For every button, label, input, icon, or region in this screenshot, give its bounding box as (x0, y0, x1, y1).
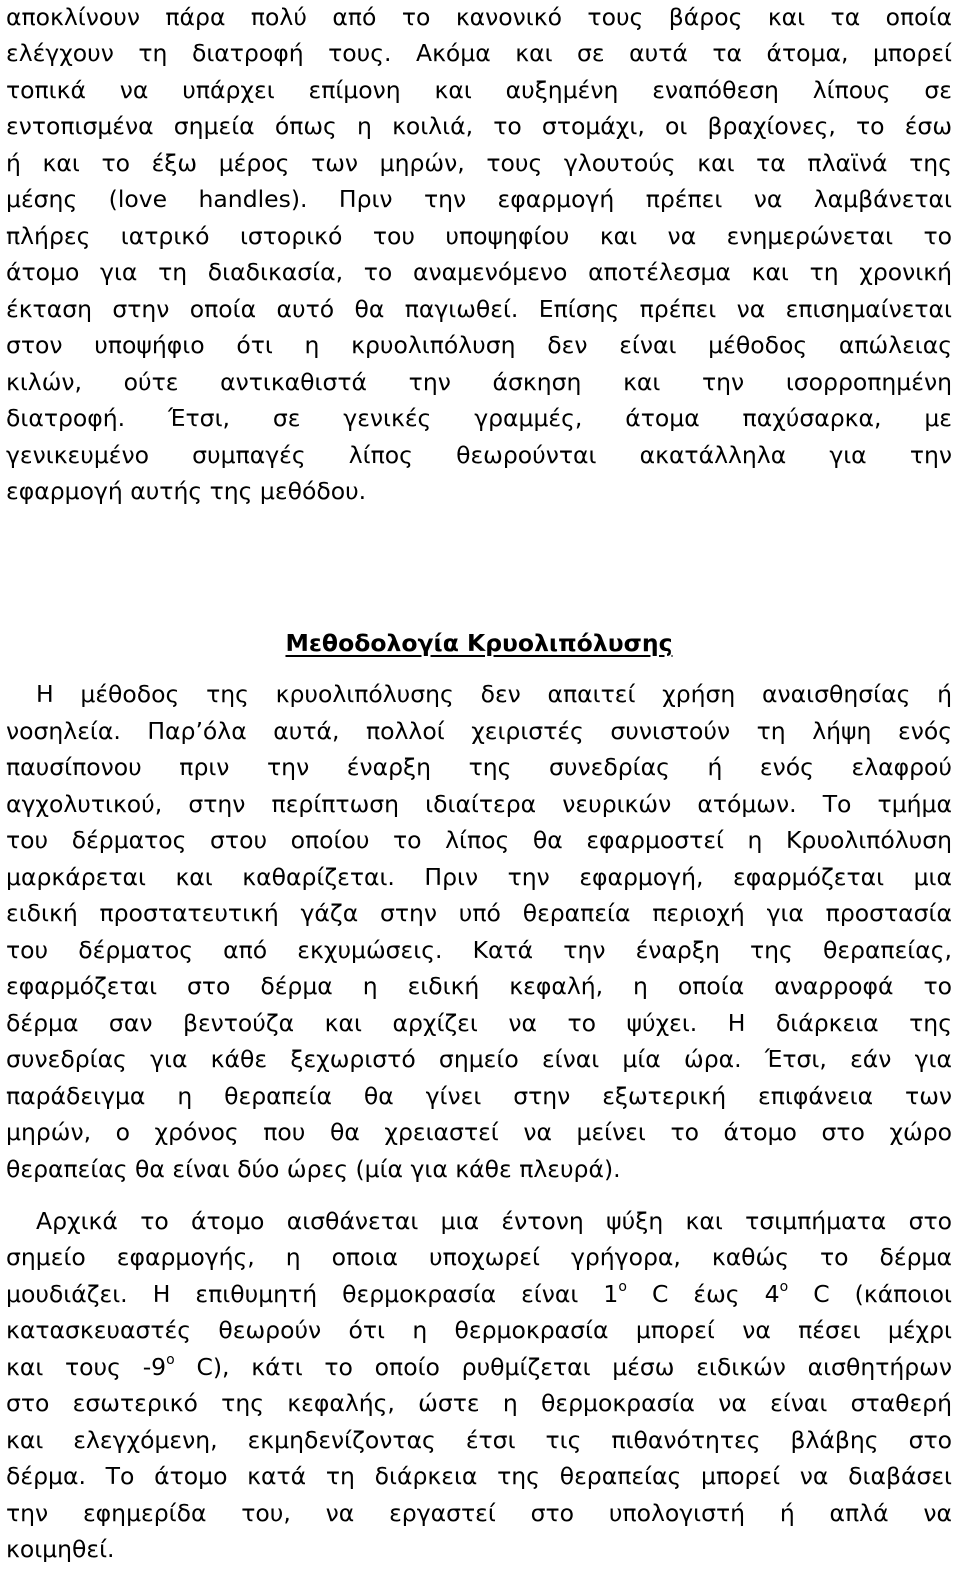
paragraph-line: του δέρματος από εκχυμώσεις. Κατά την έναρξη της θεραπείας, (6, 936, 952, 964)
paragraph-line: άτομο για τη διαδικασία, το αναμενόμενο αποτέλεσμα και τη χρονική (6, 258, 952, 286)
paragraph-line: Αρχικά το άτομο αισθάνεται μια έντονη ψύξη και τσιμπήματα στο (36, 1207, 952, 1235)
paragraph-line: σημείο εφαρμογής, η οποια υποχωρεί γρήγορα, καθώς το δέρμα (6, 1243, 952, 1271)
text-span: μουδιάζει. Η επιθυμητή θερμοκρασία είναι 1 (6, 1280, 619, 1308)
paragraph-line: έκταση στην οποία αυτό θα παγιωθεί. Επίσης πρέπει να επισημαίνεται (6, 295, 952, 323)
text-span: C), κάτι το οποίο ρυθμίζεται μέσω ειδικών αισθητήρων (174, 1353, 952, 1381)
paragraph-line: μηρών, ο χρόνος που θα χρειαστεί να μείνει το άτομο στο χώρο (6, 1118, 952, 1146)
paragraph-line: κατασκευαστές θεωρούν ότι η θερμοκρασία μπορεί να πέσει μέχρι (6, 1316, 952, 1344)
degree-superscript: o (618, 1279, 627, 1295)
paragraph-line: ελέγχουν τη διατροφή τους. Ακόμα και σε αυτά τα άτομα, μπορεί (6, 39, 952, 67)
paragraph-line: γενικευμένο συμπαγές λίπος θεωρούνται ακατάλληλα για την (6, 441, 952, 469)
text-span: και τους -9 (6, 1353, 167, 1381)
paragraph-line: στο εσωτερικό της κεφαλής, ώστε η θερμοκρασία να είναι σταθερή (6, 1389, 952, 1417)
paragraph-line: δέρμα σαν βεντούζα και αρχίζει να το ψύχει. Η διάρκεια της (6, 1009, 952, 1037)
paragraph-line: εντοπισμένα σημεία όπως η κοιλιά, το στομάχι, οι βραχίονες, το έσω (6, 112, 952, 140)
paragraph-line: παυσίπονου πριν την έναρξη της συνεδρίας ή ενός ελαφρού (6, 753, 952, 781)
degree-superscript: o (166, 1352, 175, 1368)
paragraph-line: και ελεγχόμενη, εκμηδενίζοντας έτσι τις πιθανότητες βλάβης στο (6, 1426, 952, 1454)
paragraph-line (6, 1350, 952, 1384)
paragraph-line: Η μέθοδος της κρυολιπόλυσης δεν απαιτεί χρήση αναισθησίας ή (36, 680, 952, 708)
paragraph-line: αγχολυτικού, στην περίπτωση ιδιαίτερα νευρικών ατόμων. Το τμήμα (6, 790, 952, 818)
paragraph-line: θεραπείας θα είναι δύο ώρες (μία για κάθε πλευρά). (6, 1155, 621, 1183)
paragraph-line: στον υποψήφιο ότι η κρυολιπόλυση δεν είναι μέθοδος απώλειας (6, 331, 952, 359)
text-span: C έως 4 (626, 1280, 780, 1308)
paragraph-line: συνεδρίας για κάθε ξεχωριστό σημείο είναι μία ώρα. Έτσι, εάν για (6, 1045, 952, 1073)
paragraph-line: μέσης (love handles). Πριν την εφαρμογή πρέπει να λαμβάνεται (6, 185, 952, 213)
text-span: C (κάποιοι (788, 1280, 952, 1308)
paragraph-line: αποκλίνουν πάρα πολύ από το κανονικό τους βάρος και τα οποία (6, 3, 952, 31)
section-heading: Μεθοδολογία Κρυολιπόλυσης (285, 629, 673, 657)
paragraph-line: πλήρες ιατρικό ιστορικό του υποψηφίου και να ενημερώνεται το (6, 222, 952, 250)
paragraph-line: εφαρμογή αυτής της μεθόδου. (6, 477, 367, 505)
paragraph-line: τοπικά να υπάρχει επίμονη και αυξημένη εναπόθεση λίπους σε (6, 76, 952, 104)
paragraph-line (6, 1277, 952, 1311)
paragraph-line: μαρκάρεται και καθαρίζεται. Πριν την εφαρμογή, εφαρμόζεται μια (6, 863, 952, 891)
paragraph-line: του δέρματος στου οποίου το λίπος θα εφαρμοστεί η Κρυολιπόλυση (6, 826, 952, 854)
paragraph-line: κοιμηθεί. (6, 1535, 115, 1563)
paragraph-line: ή και το έξω μέρος των μηρών, τους γλουτούς και τα πλαϊνά της (6, 149, 952, 177)
paragraph-line: ειδική προστατευτική γάζα στην υπό θεραπεία περιοχή για προστασία (6, 899, 952, 927)
paragraph-line: την εφημερίδα του, να εργαστεί στο υπολογιστή ή απλά να (6, 1499, 952, 1527)
paragraph-line: παράδειγμα η θεραπεία θα γίνει στην εξωτερική επιφάνεια των (6, 1082, 952, 1110)
degree-superscript: o (779, 1279, 789, 1295)
paragraph-line: κιλών, ούτε αντικαθιστά την άσκηση και την ισορροπημένη (6, 368, 952, 396)
paragraph-line: διατροφή. Έτσι, σε γενικές γραμμές, άτομα παχύσαρκα, με (6, 404, 952, 432)
paragraph-line: εφαρμόζεται στο δέρμα η ειδική κεφαλή, η οποία αναρροφά το (6, 972, 952, 1000)
paragraph-line: νοσηλεία. Παρ’όλα αυτά, πολλοί χειριστές συνιστούν τη λήψη ενός (6, 717, 952, 745)
paragraph-line: δέρμα. Το άτομο κατά τη διάρκεια της θεραπείας μπορεί να διαβάσει (6, 1462, 952, 1490)
